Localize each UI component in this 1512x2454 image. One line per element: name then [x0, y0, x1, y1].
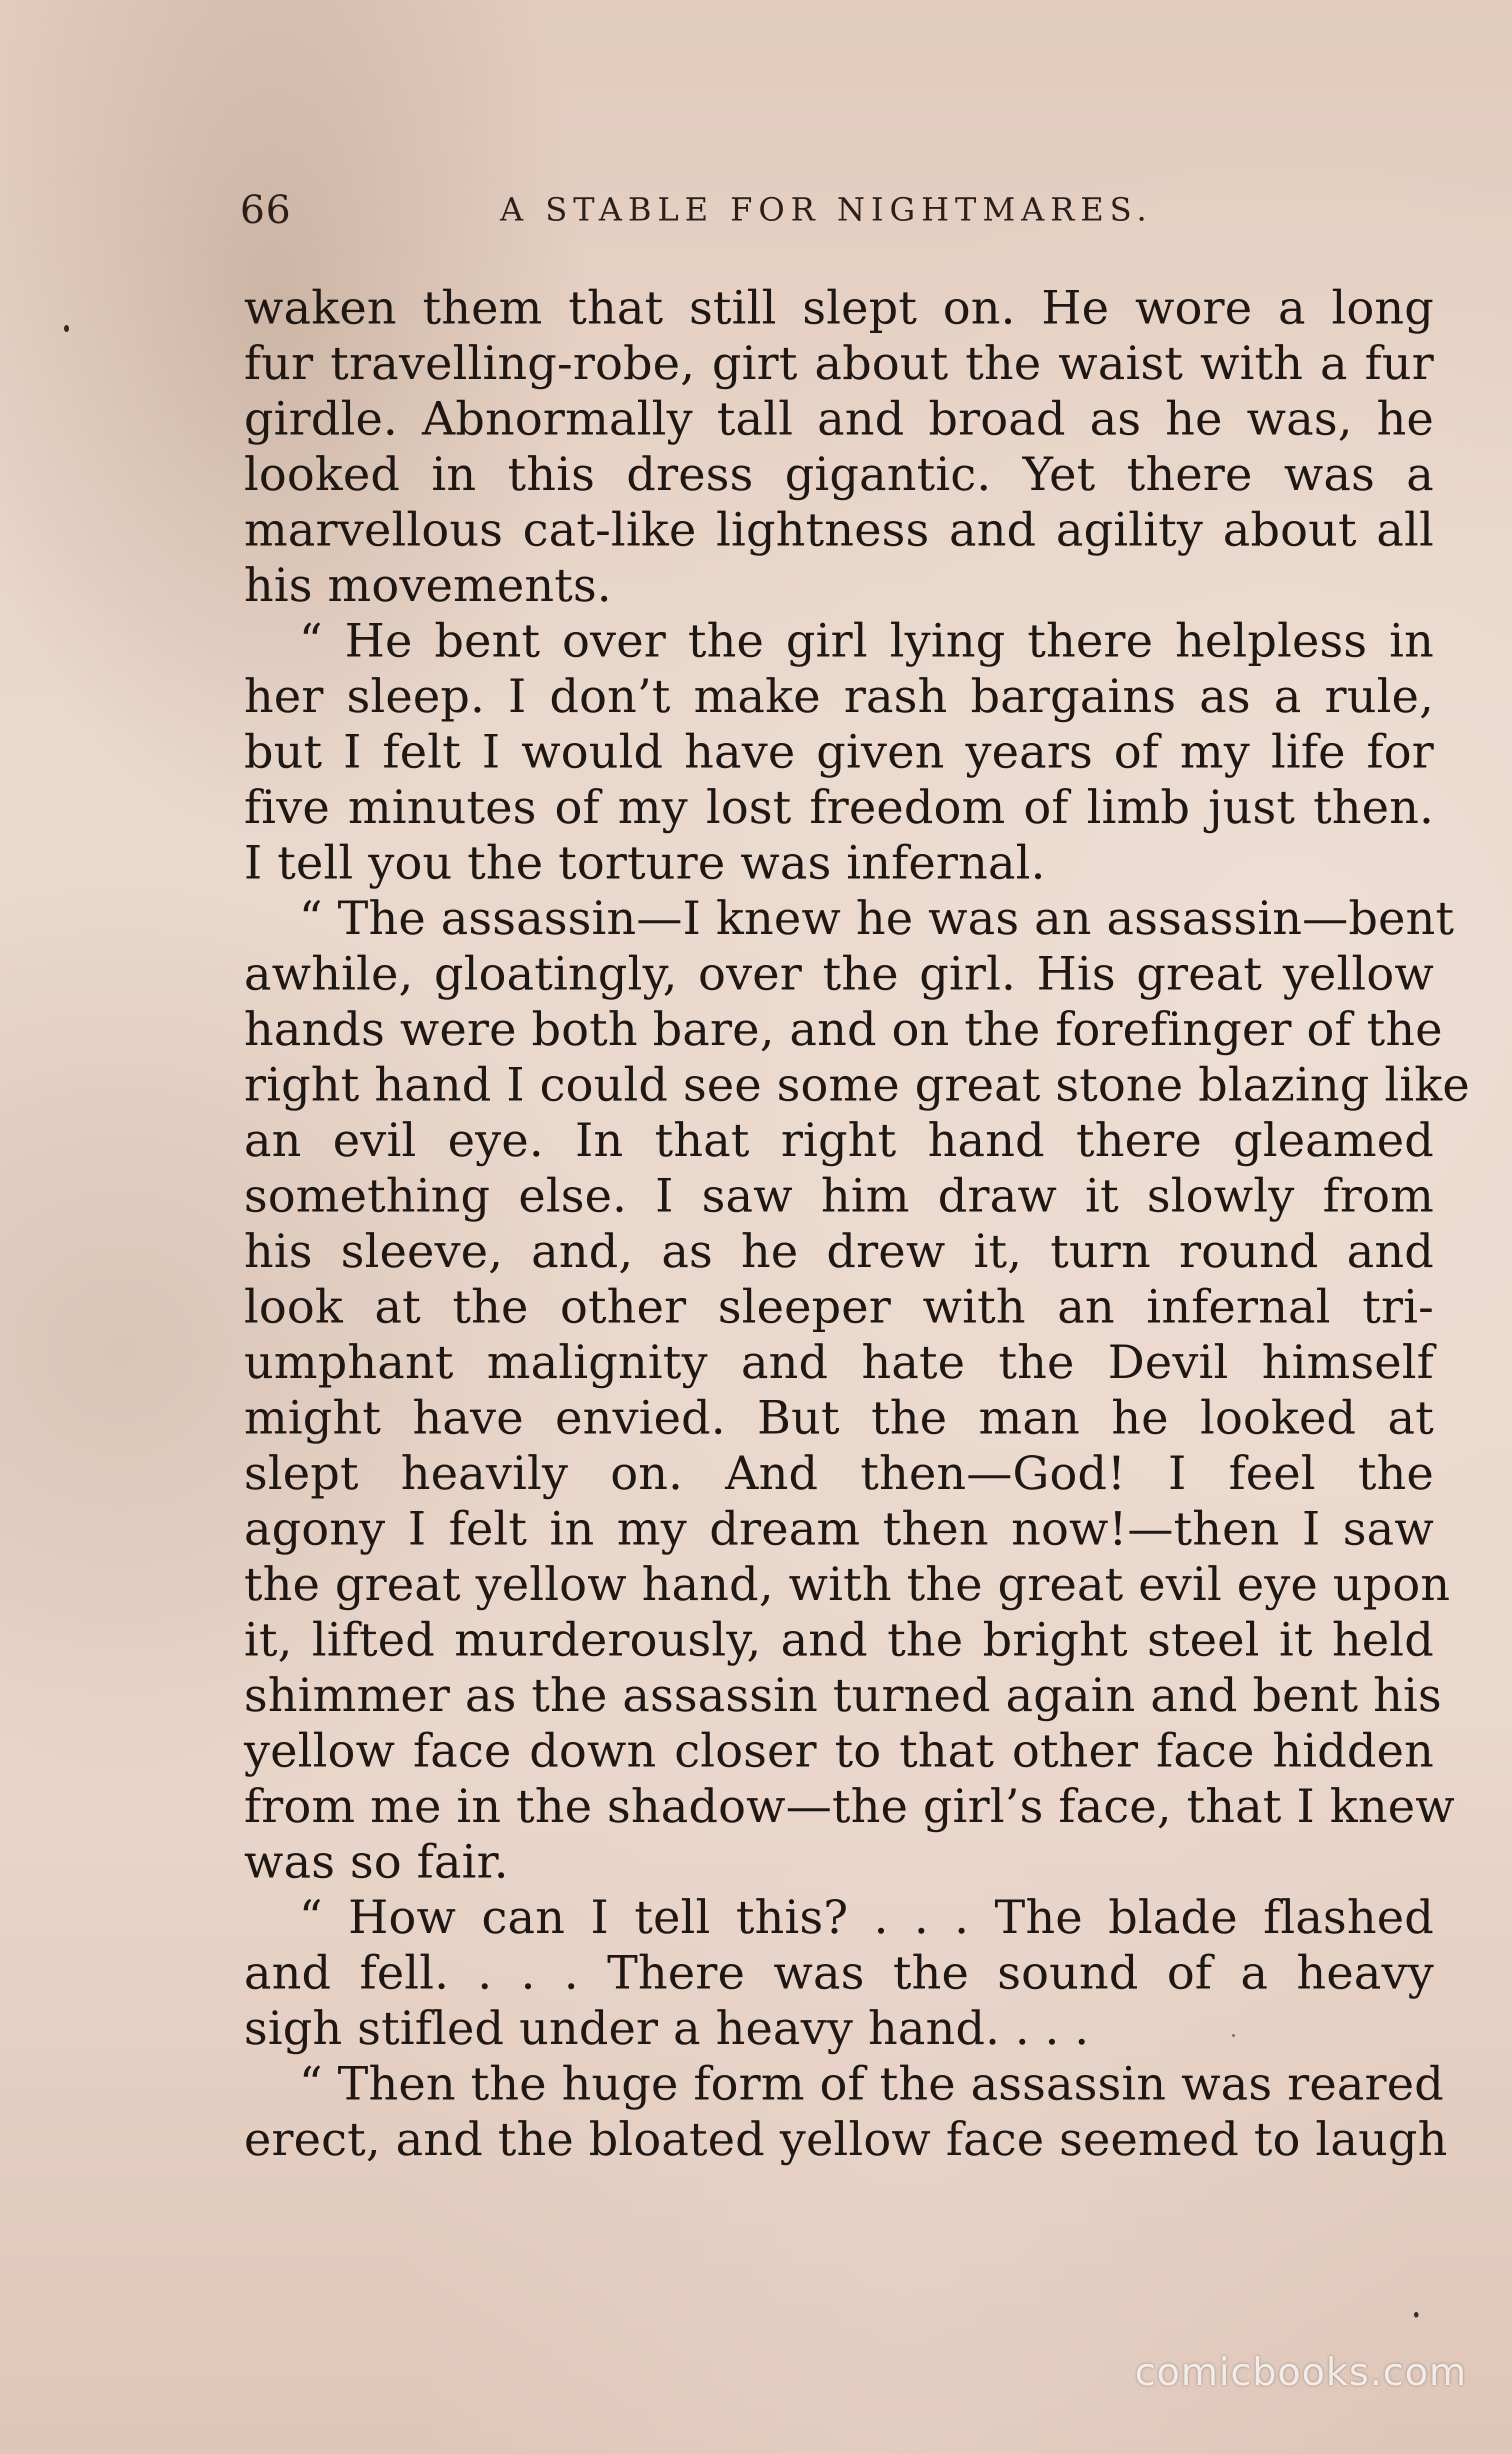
watermark: comicbooks.com [1134, 2350, 1467, 2394]
text-line: sigh stifled under a heavy hand. . . . [244, 2002, 1090, 2055]
text-line: five minutes of my lost freedom of limb just then. [244, 780, 1434, 834]
text-line: “ He bent over the girl lying there helpless in [299, 614, 1434, 668]
text-line: her sleep. I don’t make rash bargains as a rule, [244, 670, 1434, 723]
text-line: “ How can I tell this? . . . The blade flashed [299, 1890, 1434, 1944]
text-line: an evil eye. In that right hand there gleamed [244, 1114, 1434, 1167]
text-line: yellow face down closer to that other face hidden [244, 1724, 1434, 1778]
page-number: 66 [240, 188, 292, 232]
text-line: girdle. Abnormally tall and broad as he was, he [244, 392, 1434, 446]
running-head: A STABLE FOR NIGHTMARES. [500, 192, 1153, 228]
text-line: it, lifted murderously, and the bright steel it held [244, 1613, 1434, 1666]
text-line: the great yellow hand, with the great evil eye upon [244, 1558, 1450, 1611]
text-line: look at the other sleeper with an infernal tri- [244, 1280, 1434, 1334]
text-line: awhile, gloatingly, over the girl. His great yellow [244, 947, 1434, 1000]
text-line: something else. I saw him draw it slowly from [244, 1169, 1434, 1222]
text-line: might have envied. But the man he looked at [244, 1391, 1434, 1444]
body-text [244, 280, 1470, 2190]
text-line: “ Then the huge form of the assassin was reared [299, 2057, 1444, 2110]
text-line: I tell you the torture was infernal. [244, 836, 1046, 890]
text-line: from me in the shadow—the girl’s face, that I knew [244, 1780, 1455, 1833]
paper-speck [1232, 2034, 1235, 2037]
text-line: hands were both bare, and on the forefinger of the [244, 1002, 1443, 1056]
text-line: was so fair. [244, 1835, 509, 1888]
text-line: umphant malignity and hate the Devil himself [244, 1336, 1434, 1389]
page-header [240, 180, 1440, 240]
text-line: his movements. [244, 558, 612, 612]
text-line: right hand I could see some great stone blazing like [244, 1058, 1470, 1112]
paper-speck [64, 325, 69, 332]
text-line: erect, and the bloated yellow face seemed to laugh [244, 2112, 1448, 2166]
text-line: his sleeve, and, as he drew it, turn round and [244, 1224, 1434, 1278]
text-line: shimmer as the assassin turned again and bent his [244, 1668, 1442, 1722]
text-line: slept heavily on. And then—God! I feel the [244, 1446, 1434, 1500]
text-line: fur travelling-robe, girt about the waist with a fur [244, 336, 1434, 390]
text-line: waken them that still slept on. He wore a long [244, 281, 1434, 334]
paper-speck [1414, 2312, 1418, 2318]
text-line: but I felt I would have given years of my life for [244, 725, 1434, 778]
text-line: and fell. . . . There was the sound of a heavy [244, 1946, 1434, 2000]
text-line: marvellous cat-like lightness and agility about all [244, 503, 1434, 556]
text-line: looked in this dress gigantic. Yet there was a [244, 448, 1434, 501]
text-line: agony I felt in my dream then now!—then I saw [244, 1502, 1434, 1556]
text-line: “ The assassin—I knew he was an assassin—bent [299, 892, 1454, 945]
